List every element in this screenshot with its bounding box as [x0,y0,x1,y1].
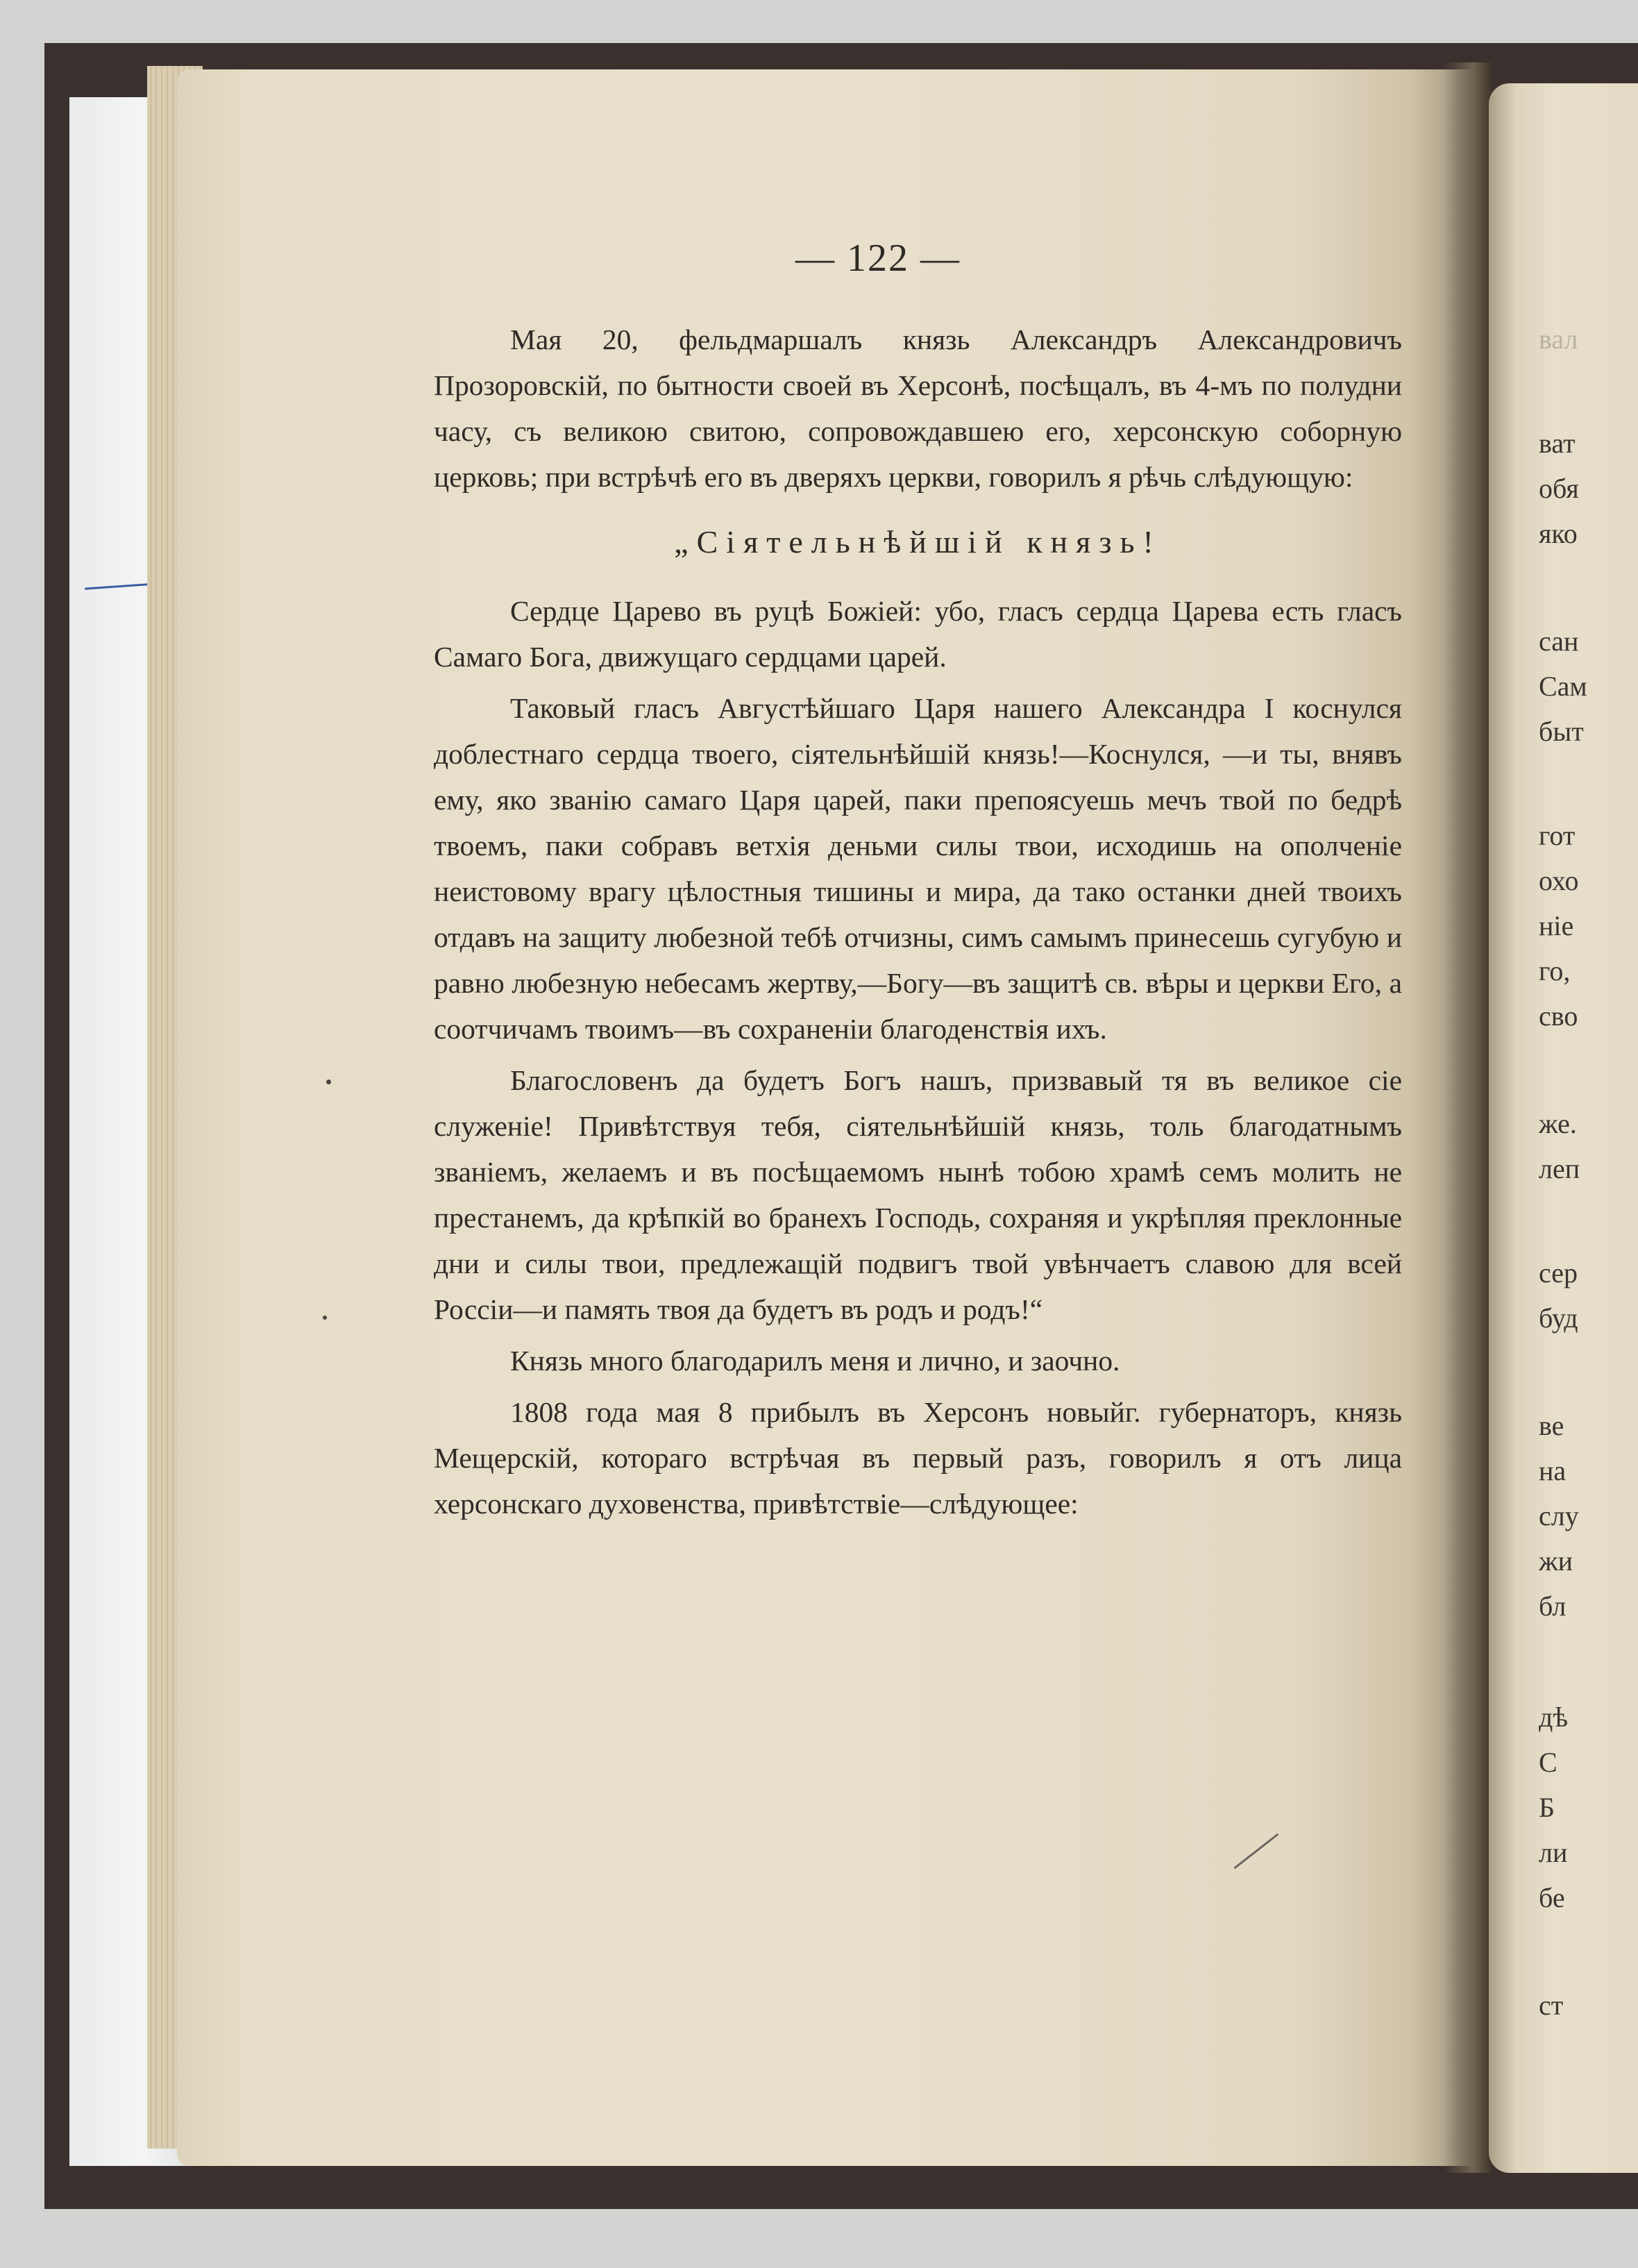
facing-line: ве [1539,1410,1564,1441]
paragraph: 1808 года мая 8 прибылъ въ Херсонъ новыйг. губернаторъ, князь Мещерскій, котораго встрѣчая въ первый разъ, говорилъ я отъ лица херсонскаго духовенства, привѣтствіе—слѣдующее: [434,1396,1402,1520]
facing-line: сан [1539,625,1579,657]
facing-line: С [1539,1747,1557,1778]
facing-line: на [1539,1455,1567,1486]
page-text [434,236,1402,1532]
page-number: — 122 — [795,237,961,280]
ink-speck [326,1080,331,1084]
facing-line: сер [1539,1257,1578,1288]
paragraph: Мая 20, фельдмаршалъ князь Александръ Александровичъ Прозоровскій, по бытности своей въ Херсонѣ, посѣщалъ, въ 4-мъ по полудни часу, съ великою свитою, сопровождавшею его, херсонскую соборную церковь; при встрѣчѣ его въ дверяхъ церкви, говорилъ я рѣчь слѣдующую: [434,324,1402,493]
facing-line: ніе [1539,910,1574,941]
facing-line: дѣ [1539,1702,1569,1733]
facing-line: бе [1539,1882,1565,1913]
facing-line: бл [1539,1590,1567,1622]
facing-line: вал [1539,324,1578,355]
book-gutter [1444,62,1492,2173]
paragraph: Таковый гласъ Августѣйшаго Царя нашего Александра I коснулся доблестнаго сердца твоего, сіятельнѣйшій князь!—Коснулся, —и ты, внявъ ему, яко званію самаго Царя царей, паки препоясуешь мечъ твой по бедрѣ твоемъ, паки собравъ ветхія деньми силы твои, исходишь на ополченіе неистовому врагу цѣлостныя тишины и мира, да тако останки дней твоихъ отдавъ на защиту любезной тебѣ отчизны, симъ самымъ принесешь сугубую и равно любезную небесамъ жертву,—Богу—въ защитѣ св. вѣры и церкви Его, а соотчичамъ твоимъ—въ сохраненіи благоденствія ихъ. [434,692,1402,1045]
facing-line: быт [1539,716,1584,747]
facing-line: го, [1539,955,1571,986]
facing-line: же. [1539,1108,1577,1139]
facing-line: яко [1539,518,1578,549]
facing-line: обя [1539,473,1579,504]
facing-line: буд [1539,1302,1578,1334]
ink-speck [323,1316,327,1320]
facing-line: Сам [1539,671,1587,702]
facing-line: жи [1539,1545,1573,1577]
paragraph: Князь много благодарилъ меня и лично, и заочно. [510,1345,1120,1377]
facing-line: охо [1539,865,1579,896]
paragraph: Благословенъ да будетъ Богъ нашъ, призвавый тя въ великое сіе служеніе! Привѣтствуя тебя, сіятельнѣйшій князь, толь благодатнымъ званіемъ, желаемъ и въ посѣщаемомъ нынѣ тобою храмѣ семъ молить не престанемъ, да крѣпкій во бранехъ Господь, сохраняя и укрѣпляя преклонные дни и силы твои, предлежащій подвигъ твой увѣнчаетъ славою для всей Россіи—и память твоя да будетъ въ родъ и родъ!“ [434,1064,1402,1325]
facing-line: Б [1539,1792,1555,1823]
paragraph: Сердце Царево въ руцѣ Божіей: убо, гласъ сердца Царева есть гласъ Самаго Бога, движущаго сердцами царей. [434,595,1402,673]
facing-line: ст [1539,1990,1564,2021]
address-heading: „Сіятельнѣйшій князь! [674,524,1162,560]
facing-line: леп [1539,1153,1580,1184]
facing-line: гот [1539,820,1576,851]
facing-line: сво [1539,1000,1578,1032]
facing-line: ли [1539,1837,1568,1868]
right-page [1489,83,1638,2173]
facing-line: ват [1539,428,1576,459]
facing-line: слу [1539,1500,1579,1531]
